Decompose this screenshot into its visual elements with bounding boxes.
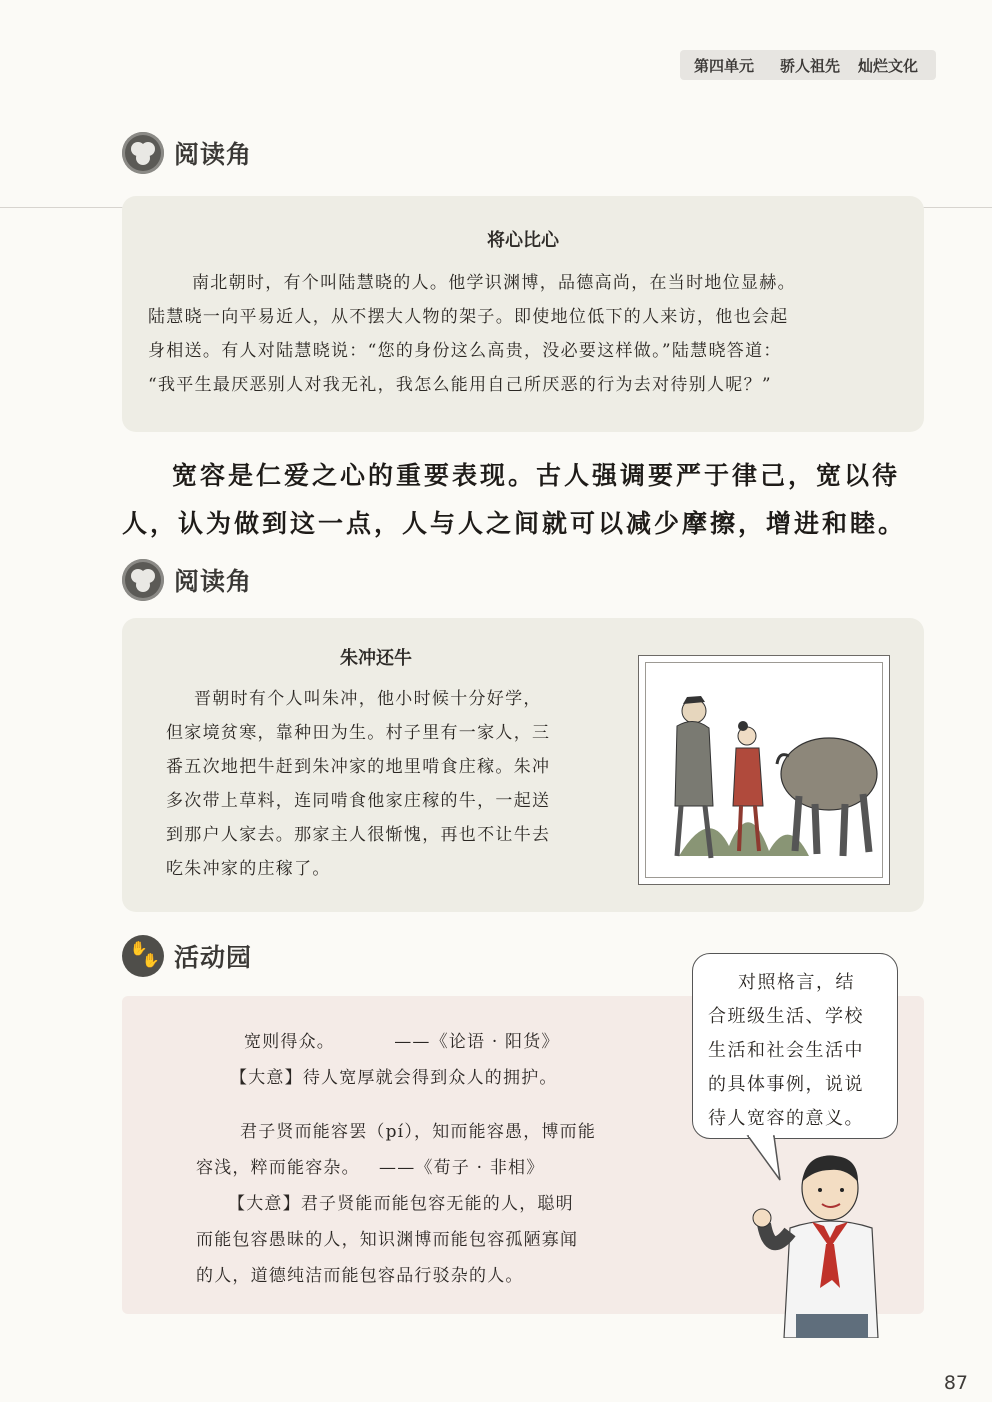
- section-label: 阅读角: [174, 567, 253, 596]
- section-label: 阅读角: [174, 140, 253, 169]
- section-label: 活动园: [174, 943, 253, 972]
- story-box-1: [122, 196, 924, 432]
- activity-section-heading: [122, 934, 252, 978]
- quote-source: ——《论语 · 阳货》: [394, 1032, 560, 1052]
- story-line: 晋朝时有个人叫朱冲，他小时候十分好学，: [194, 689, 542, 709]
- reading-corner-icon: [122, 559, 164, 601]
- unit-header: [680, 50, 936, 80]
- story-line: 但家境贫寒，靠种田为生。村子里有一家人，三: [166, 723, 551, 743]
- reading-corner-icon: [122, 132, 164, 174]
- story-line: 南北朝时，有个叫陆慧晓的人。他学识渊博，品德高尚，在当时地位显赫。: [192, 273, 796, 293]
- meaning-text: 君子贤能而能包容无能的人，聪明: [300, 1194, 574, 1214]
- bubble-line: 生活和社会生活中: [708, 1040, 864, 1061]
- meaning-2: [196, 1186, 666, 1294]
- reading-section-2-heading: [122, 558, 252, 602]
- bubble-line: 待人宽容的意义。: [708, 1108, 864, 1129]
- hands-icon: ✋ ✋: [122, 935, 164, 977]
- meaning-text: 的人，道德纯洁而能包容品行驳杂的人。: [196, 1266, 524, 1286]
- main-paragraph: 宽容是仁爱之心的重要表现。古人强调要严于律己，宽以待人，认为做到这一点，人与人之间就可以减少摩擦，增进和睦。: [122, 461, 907, 538]
- quote-source: ——《荀子 · 非相》: [379, 1158, 545, 1178]
- unit-label: 第四单元: [693, 56, 754, 75]
- story-line: 身相送。有人对陆慧晓说：“您的身份这么高贵，没必要这样做。”陆慧晓答道：: [148, 341, 782, 361]
- story-title: 朱冲还牛: [340, 648, 412, 669]
- meaning-1: [230, 1060, 558, 1096]
- story-line: 多次带上草料，连同啃食他家庄稼的牛，一起送: [166, 791, 551, 811]
- reading-section-1-heading: [122, 131, 252, 175]
- page-number: 87: [943, 1372, 968, 1394]
- story-line: 到那户人家去。那家主人很惭愧，再也不让牛去: [166, 825, 551, 845]
- unit-topic-a: 骄人祖先: [779, 56, 840, 75]
- story-illustration: [638, 655, 890, 885]
- meaning-text: 待人宽厚就会得到众人的拥护。: [302, 1068, 558, 1088]
- quote-1: [244, 1024, 560, 1060]
- story-line: “我平生最厌恶别人对我无礼，我怎么能用自己所厌恶的行为去对待别人呢？”: [148, 375, 772, 395]
- story-title: 将心比心: [487, 230, 559, 251]
- meaning-tag: 【大意】: [228, 1194, 301, 1214]
- story-line: 陆慧晓一向平易近人，从不摆大人物的架子。即使地位低下的人来访，他也会起: [148, 307, 789, 327]
- bubble-line: 的具体事例，说说: [708, 1074, 864, 1095]
- quote-2: [196, 1114, 666, 1186]
- boy-illustration: [750, 1148, 900, 1338]
- quote-line: 容浅，粹而能容杂。: [196, 1158, 360, 1178]
- quote-line: 君子贤而能容罢（pí），知而能容愚，博而能: [240, 1122, 597, 1142]
- bubble-line: 对照格言，结: [738, 972, 855, 993]
- ox-and-men-illustration: [639, 656, 889, 884]
- story-line: 吃朱冲家的庄稼了。: [166, 859, 331, 879]
- meaning-tag: 【大意】: [230, 1068, 303, 1088]
- bubble-text: [708, 966, 884, 1136]
- unit-topic-b: 灿烂文化: [857, 56, 918, 75]
- quote-text: 宽则得众。: [244, 1032, 335, 1052]
- meaning-text: 而能包容愚昧的人，知识渊博而能包容孤陋寡闻: [196, 1230, 579, 1250]
- story-line: 番五次地把牛赶到朱冲家的地里啃食庄稼。朱冲: [166, 757, 551, 777]
- bubble-line: 合班级生活、学校: [708, 1006, 864, 1027]
